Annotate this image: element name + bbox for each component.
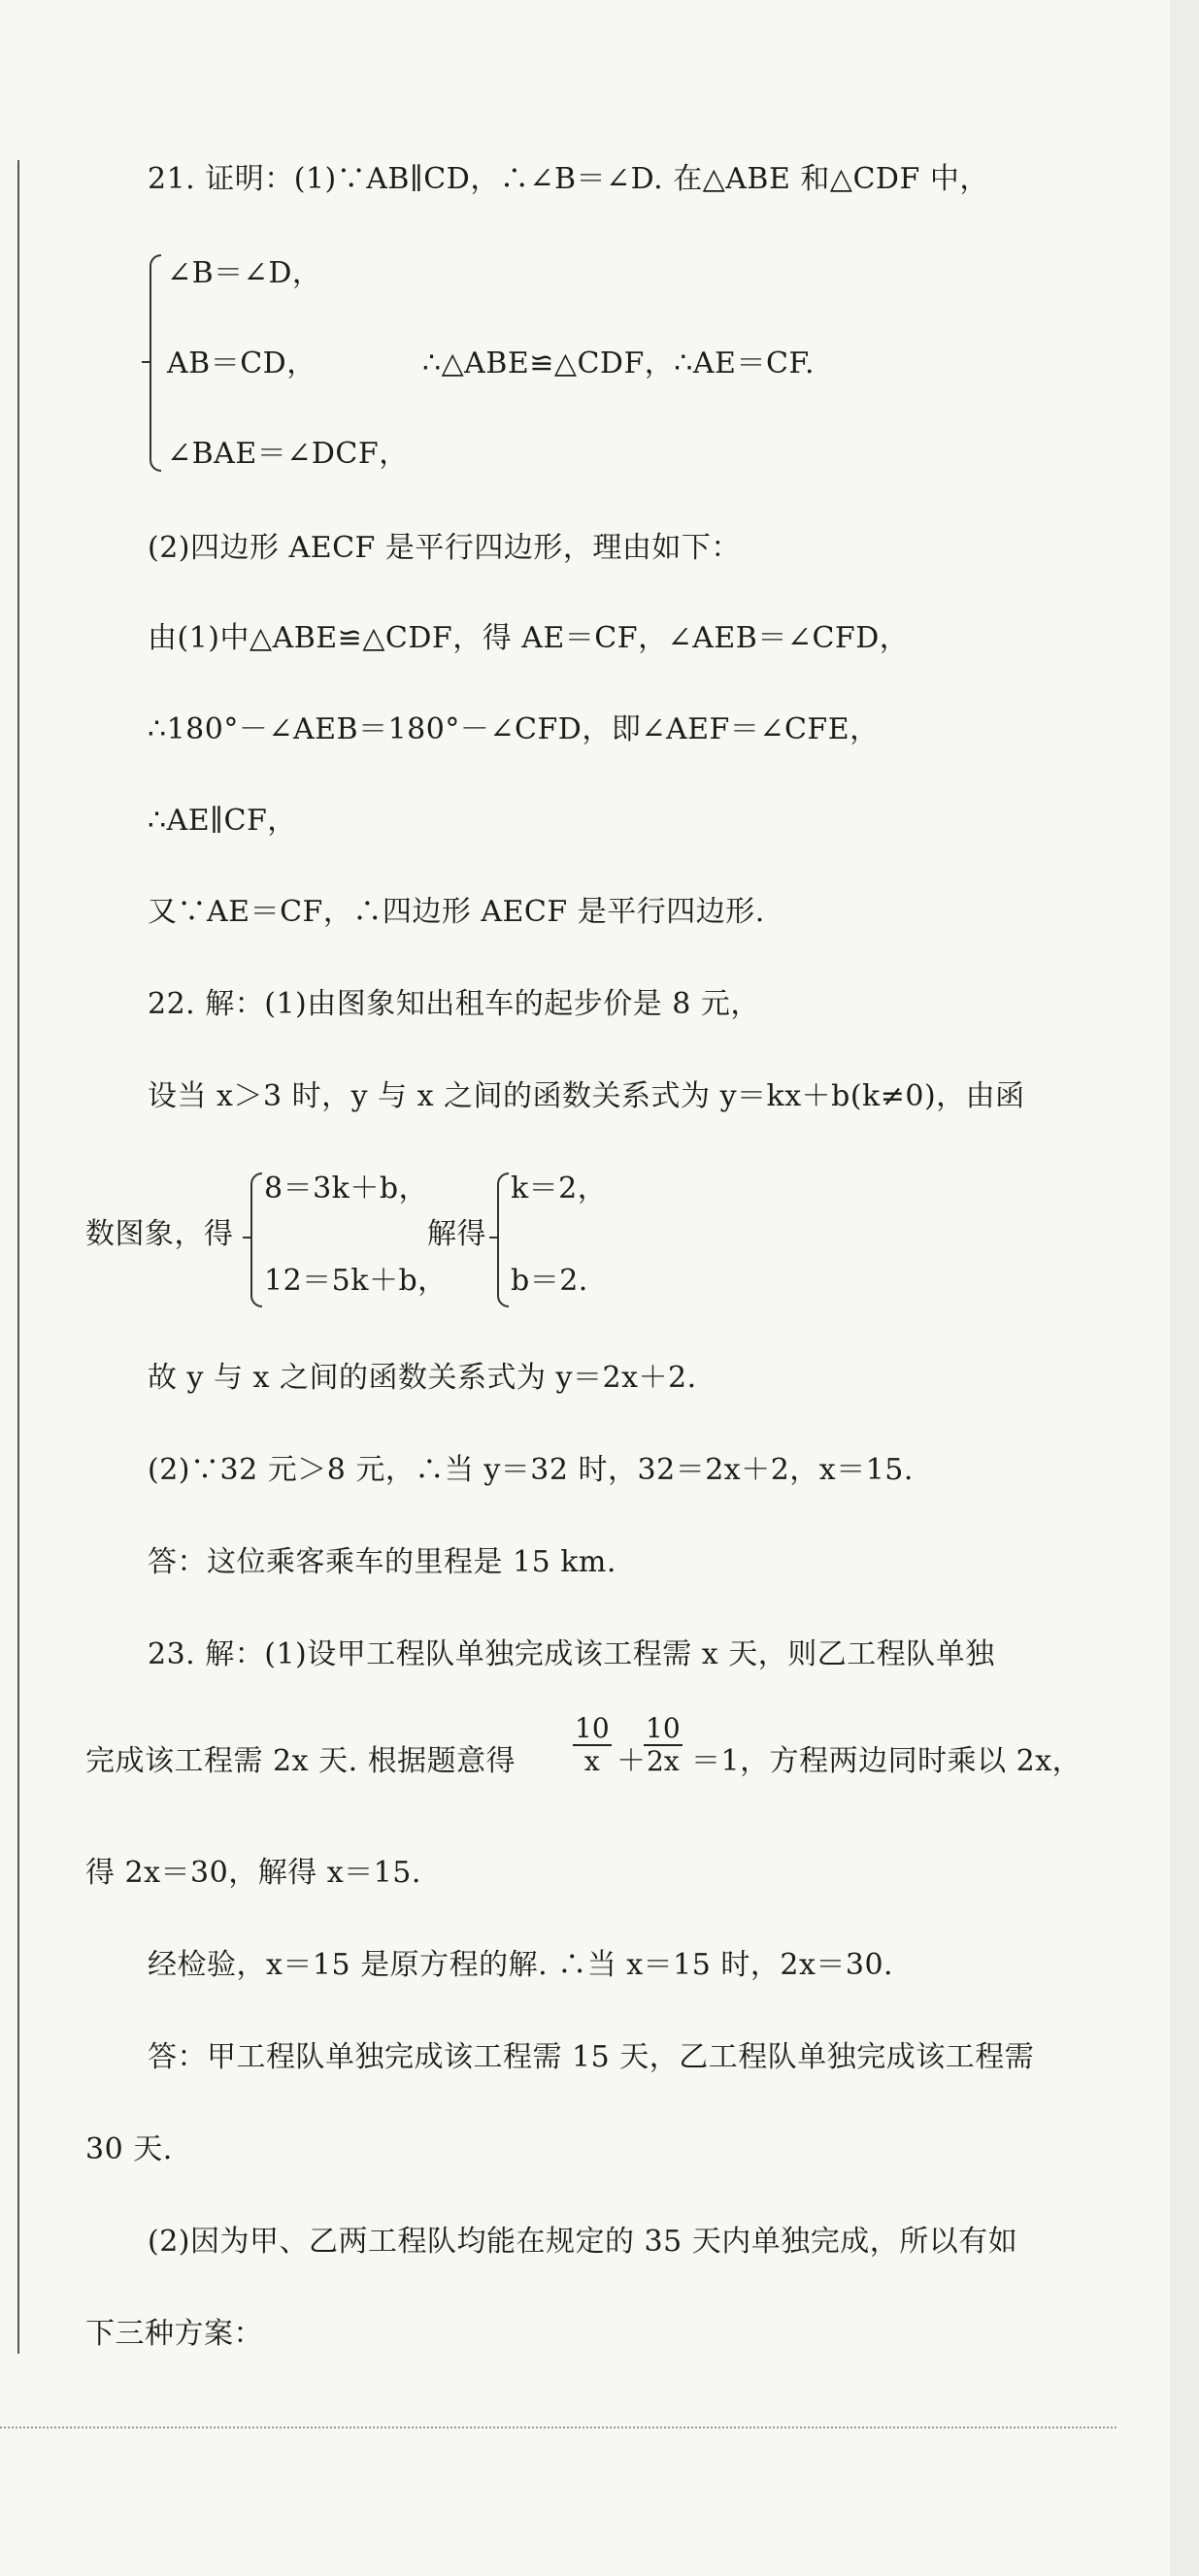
problem-22-line-3: 数图象，得 [85, 1217, 234, 1251]
bottom-dotted-rule [0, 2427, 1116, 2428]
problem-23-check: 经检验，x＝15 是原方程的解. ∴当 x＝15 时，2x＝30. [148, 1948, 894, 1982]
problem-23-line-3: 得 2x＝30，解得 x＝15. [85, 1856, 421, 1890]
problem-22-line-1: 22. 解：(1)由图象知出租车的起步价是 8 元， [148, 987, 760, 1021]
problem-23-line-2-start: 完成该工程需 2x 天. 根据题意得 [85, 1744, 516, 1778]
system-brace-22-right-tip [489, 1237, 499, 1238]
congruence-conclusion: ∴△ABE≌△CDF，∴AE＝CF. [422, 347, 816, 380]
problem-23-line-1: 23. 解：(1)设甲工程队单独完成该工程需 x 天，则乙工程队单独 [148, 1637, 995, 1671]
problem-21-line-1: 21. 证明：(1)∵AB∥CD，∴∠B＝∠D. 在△ABE 和△CDF 中， [148, 162, 989, 196]
problem-22-part-2: (2)∵32 元＞8 元，∴当 y＝32 时，32＝2x＋2，x＝15. [148, 1453, 914, 1487]
system-brace-22-left-tip [243, 1237, 252, 1238]
equation-12-5k-b: 12＝5k＋b， [264, 1264, 448, 1298]
problem-22-line-2: 设当 x＞3 时，y 与 x 之间的函数关系式为 y＝kx＋b(k≠0)，由函 [148, 1079, 1025, 1113]
fraction-10-over-2x-denominator: 2x [647, 1745, 680, 1777]
solve-label: 解得 [427, 1217, 486, 1251]
part-2-step-1: 由(1)中△ABE≌△CDF，得 AE＝CF，∠AEB＝∠CFD， [148, 621, 910, 655]
fraction-10-over-x-denominator: x [583, 1745, 600, 1777]
left-margin-rule [17, 160, 19, 2354]
problem-22-function: 故 y 与 x 之间的函数关系式为 y＝2x＋2. [148, 1361, 697, 1395]
system-brace-22-left [250, 1172, 262, 1307]
part-2-intro: (2)四边形 AECF 是平行四边形，理由如下： [148, 531, 741, 565]
problem-23-answer-1: 答：甲工程队单独完成该工程需 15 天，乙工程队单独完成该工程需 [148, 2040, 1035, 2074]
problem-23-line-2-end: ＝1，方程两边同时乘以 2x， [691, 1744, 1082, 1778]
problem-23-answer-2: 30 天. [85, 2132, 173, 2166]
equation-angle-b-d: ∠B＝∠D， [167, 256, 322, 290]
page-edge-shade [1170, 0, 1199, 2576]
equation-angle-bae-dcf: ∠BAE＝∠DCF， [167, 437, 409, 471]
system-brace-21-tip [142, 361, 151, 363]
part-2-step-2: ∴180°－∠AEB＝180°－∠CFD，即∠AEF＝∠CFE， [148, 712, 880, 746]
solution-b: b＝2. [511, 1264, 588, 1298]
equation-ab-cd: AB＝CD， [167, 347, 316, 380]
problem-23-part-2-cont: 下三种方案： [85, 2317, 263, 2351]
problem-22-answer: 答：这位乘客乘车的里程是 15 km. [148, 1545, 616, 1579]
part-2-conclusion: 又∵AE＝CF，∴四边形 AECF 是平行四边形. [148, 895, 765, 929]
part-2-step-3: ∴AE∥CF， [148, 804, 297, 838]
fraction-10-over-2x [644, 1713, 683, 1777]
system-brace-22-right [497, 1172, 509, 1307]
equation-8-3k-b: 8＝3k＋b， [264, 1172, 429, 1205]
plus-sign: ＋ [616, 1744, 647, 1778]
solution-k: k＝2， [511, 1172, 608, 1205]
problem-23-part-2: (2)因为甲、乙两工程队均能在规定的 35 天内单独完成，所以有如 [148, 2225, 1018, 2259]
fraction-10-over-x [573, 1713, 612, 1777]
fraction-10-over-2x-numerator: 10 [646, 1712, 681, 1744]
system-brace-21 [150, 254, 161, 472]
fraction-10-over-x-numerator: 10 [575, 1712, 610, 1744]
